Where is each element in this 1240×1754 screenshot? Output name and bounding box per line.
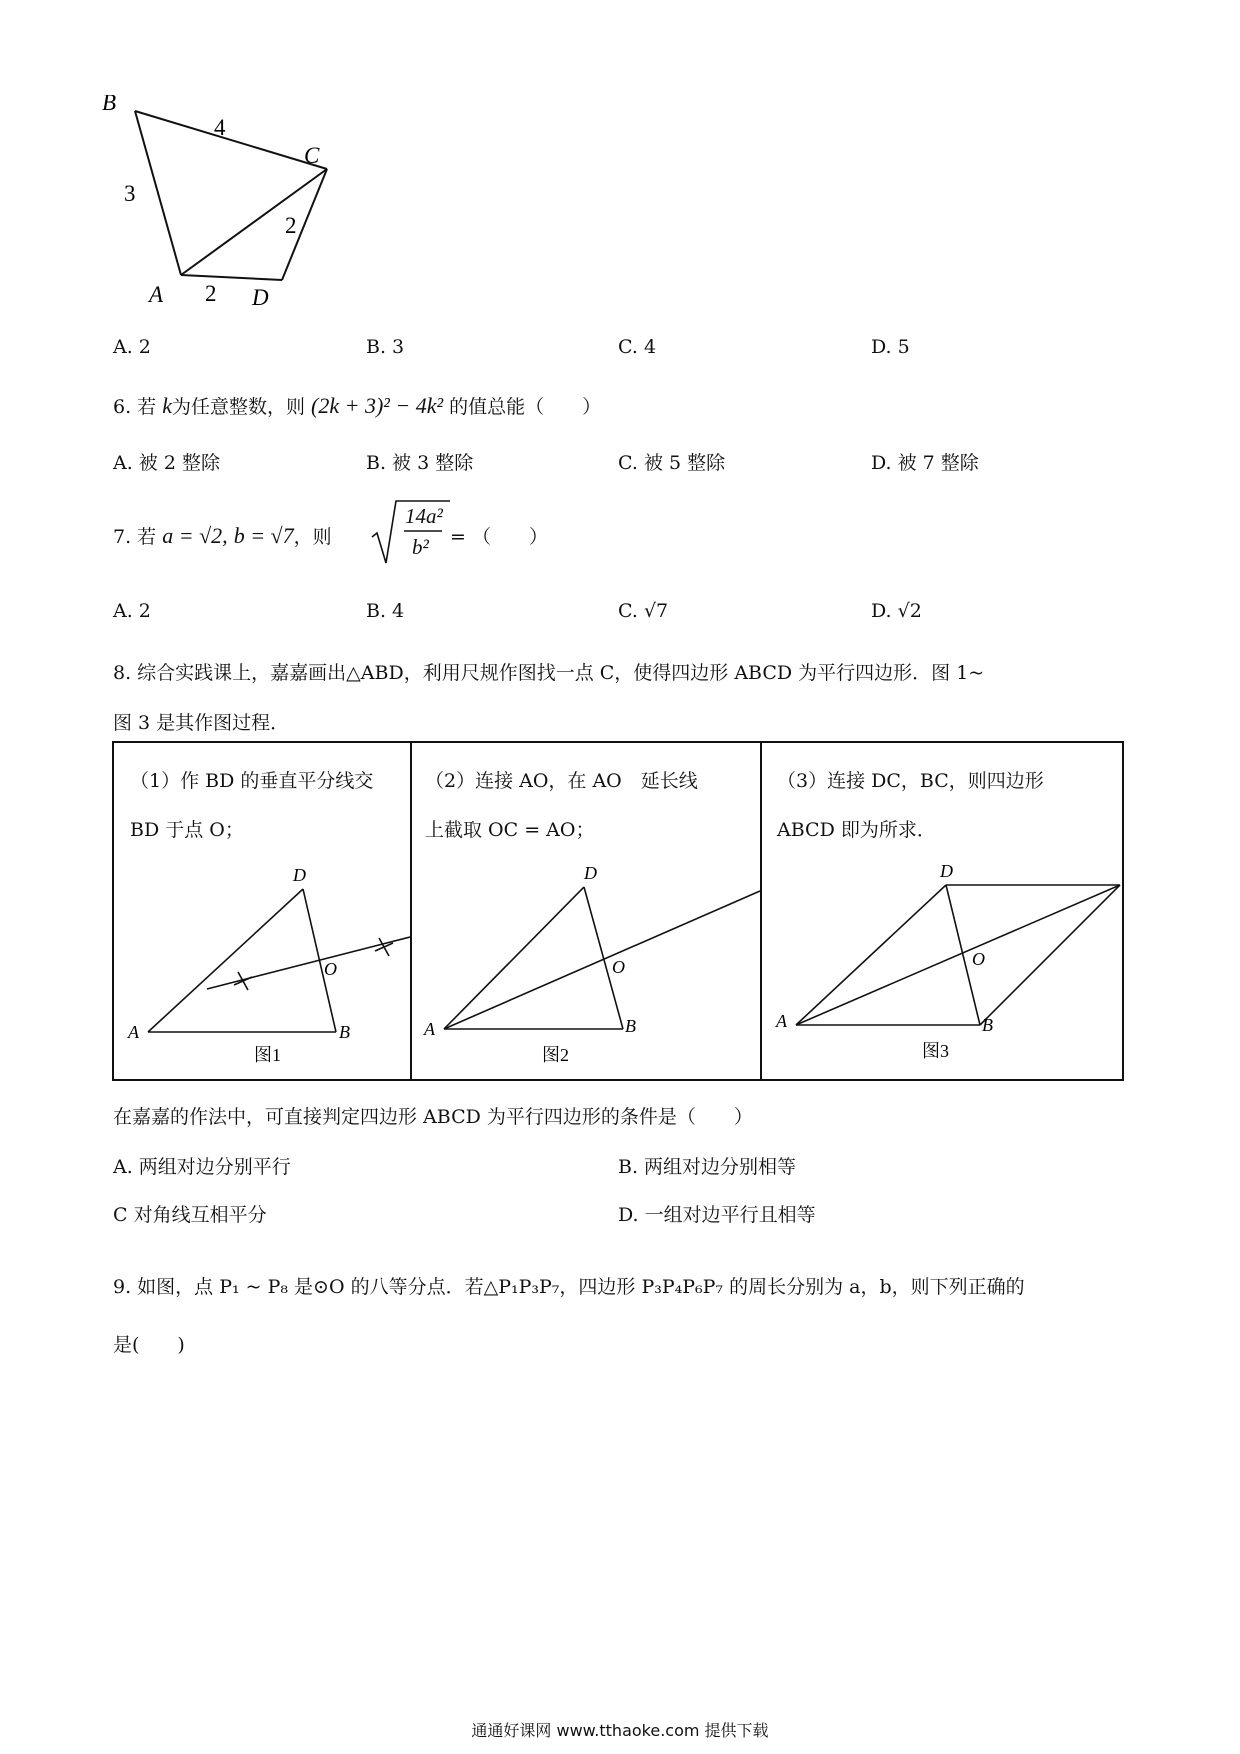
q8-figure-1 <box>114 855 410 1079</box>
q8-step2-line2: 上截取 OC = AO； <box>425 819 595 841</box>
fig2-label-o: O <box>612 957 625 977</box>
q7-suffix: = （ ） <box>450 526 548 548</box>
fig3-label-b: B <box>982 1015 993 1035</box>
q6-mid: 为任意整数，则 <box>171 396 305 418</box>
q5-option-b: B. 3 <box>366 336 405 358</box>
edge-label-ab: 3 <box>124 181 136 206</box>
q7-prefix: 7. 若 <box>113 526 157 548</box>
fig1-label-b: B <box>339 1022 350 1042</box>
q7-condition-b: b = √7 <box>233 523 294 548</box>
q8-step3-line1: （3）连接 DC，BC，则四边形 <box>777 770 1044 792</box>
fig1-caption: 图1 <box>254 1045 281 1065</box>
q8-figure-2 <box>412 855 760 1079</box>
fig2-caption: 图2 <box>542 1045 569 1065</box>
q7-condition-a: a = √2, <box>162 523 228 548</box>
edge-label-ad: 2 <box>205 281 217 306</box>
q6-stem <box>113 392 601 419</box>
edge-label-cd: 2 <box>285 213 297 238</box>
q6-variable: k <box>162 393 172 418</box>
q9-stem-line1: 9. 如图，点 P₁ ~ P₈ 是⊙O 的八等分点．若△P₁P₃P₇，四边形 P₃P₄P₆P₇ 的周长分别为 a，b，则下列正确的 <box>113 1276 1025 1298</box>
q6-suffix: 的值总能（ ） <box>449 396 602 418</box>
q8-figure-3 <box>762 855 1122 1079</box>
vertex-label-c: C <box>304 143 320 168</box>
fig2-label-d: D <box>584 863 597 883</box>
q8-step3-line2: ABCD 即为所求． <box>777 819 936 841</box>
q7-then: ，则 <box>293 526 332 548</box>
q7-option-a: A. 2 <box>113 600 151 622</box>
fig3-label-a: A <box>776 1011 787 1031</box>
q8-question: 在嘉嘉的作法中，可直接判定四边形 ABCD 为平行四边形的条件是（ ） <box>113 1106 753 1128</box>
q7-denominator: b² <box>412 535 429 559</box>
q8-option-a: A. 两组对边分别平行 <box>113 1156 291 1178</box>
fig1-label-o: O <box>324 959 337 979</box>
q9-stem-line2: 是( ) <box>113 1334 185 1356</box>
footer-watermark: 通通好课网 www.tthaoke.com 提供下载 <box>471 1721 769 1740</box>
q7-stem <box>113 522 332 549</box>
q8-option-d: D. 一组对边平行且相等 <box>618 1204 816 1226</box>
fig1-label-d: D <box>293 865 306 885</box>
q8-stem-line2: 图 3 是其作图过程． <box>113 712 290 734</box>
q7-option-b: B. 4 <box>366 600 405 622</box>
fig1-label-a: A <box>128 1022 139 1042</box>
q7-option-d: D. √2 <box>871 600 922 622</box>
fig3-label-d: D <box>940 861 953 881</box>
q8-option-c: C 对角线互相平分 <box>113 1204 267 1226</box>
fig2-label-b: B <box>625 1016 636 1036</box>
q6-prefix: 6. 若 <box>113 396 157 418</box>
q6-option-a: A. 被 2 整除 <box>113 452 220 474</box>
q7-option-c: C. √7 <box>618 600 669 622</box>
q6-option-d: D. 被 7 整除 <box>871 452 979 474</box>
vertex-label-a: A <box>149 282 164 307</box>
q8-stem-line1: 8. 综合实践课上，嘉嘉画出△ABD，利用尺规作图找一点 C，使得四边形 ABCD 为平行四边形．图 1~ <box>113 662 985 684</box>
q5-option-a: A. 2 <box>113 336 151 358</box>
q8-step1-line1: （1）作 BD 的垂直平分线交 <box>130 770 374 792</box>
q8-step2-line1: （2）连接 AO，在 AO 延长线 <box>425 770 698 792</box>
q8-option-b: B. 两组对边分别相等 <box>618 1156 797 1178</box>
q5-option-d: D. 5 <box>871 336 910 358</box>
vertex-label-d: D <box>252 285 269 310</box>
fig2-label-a: A <box>424 1019 435 1039</box>
q7-numerator: 14a² <box>405 504 443 528</box>
q6-option-c: C. 被 5 整除 <box>618 452 726 474</box>
q8-step1-line2: BD 于点 O； <box>130 819 244 841</box>
fig3-label-o: O <box>972 949 985 969</box>
vertex-label-b: B <box>102 95 117 115</box>
fig3-caption: 图3 <box>922 1041 949 1061</box>
q6-option-b: B. 被 3 整除 <box>366 452 474 474</box>
q6-expression: (2k + 3)² − 4k² <box>311 393 444 418</box>
q5-option-c: C. 4 <box>618 336 657 358</box>
q5-quadrilateral-figure <box>100 95 370 320</box>
edge-label-bc: 4 <box>214 115 226 140</box>
